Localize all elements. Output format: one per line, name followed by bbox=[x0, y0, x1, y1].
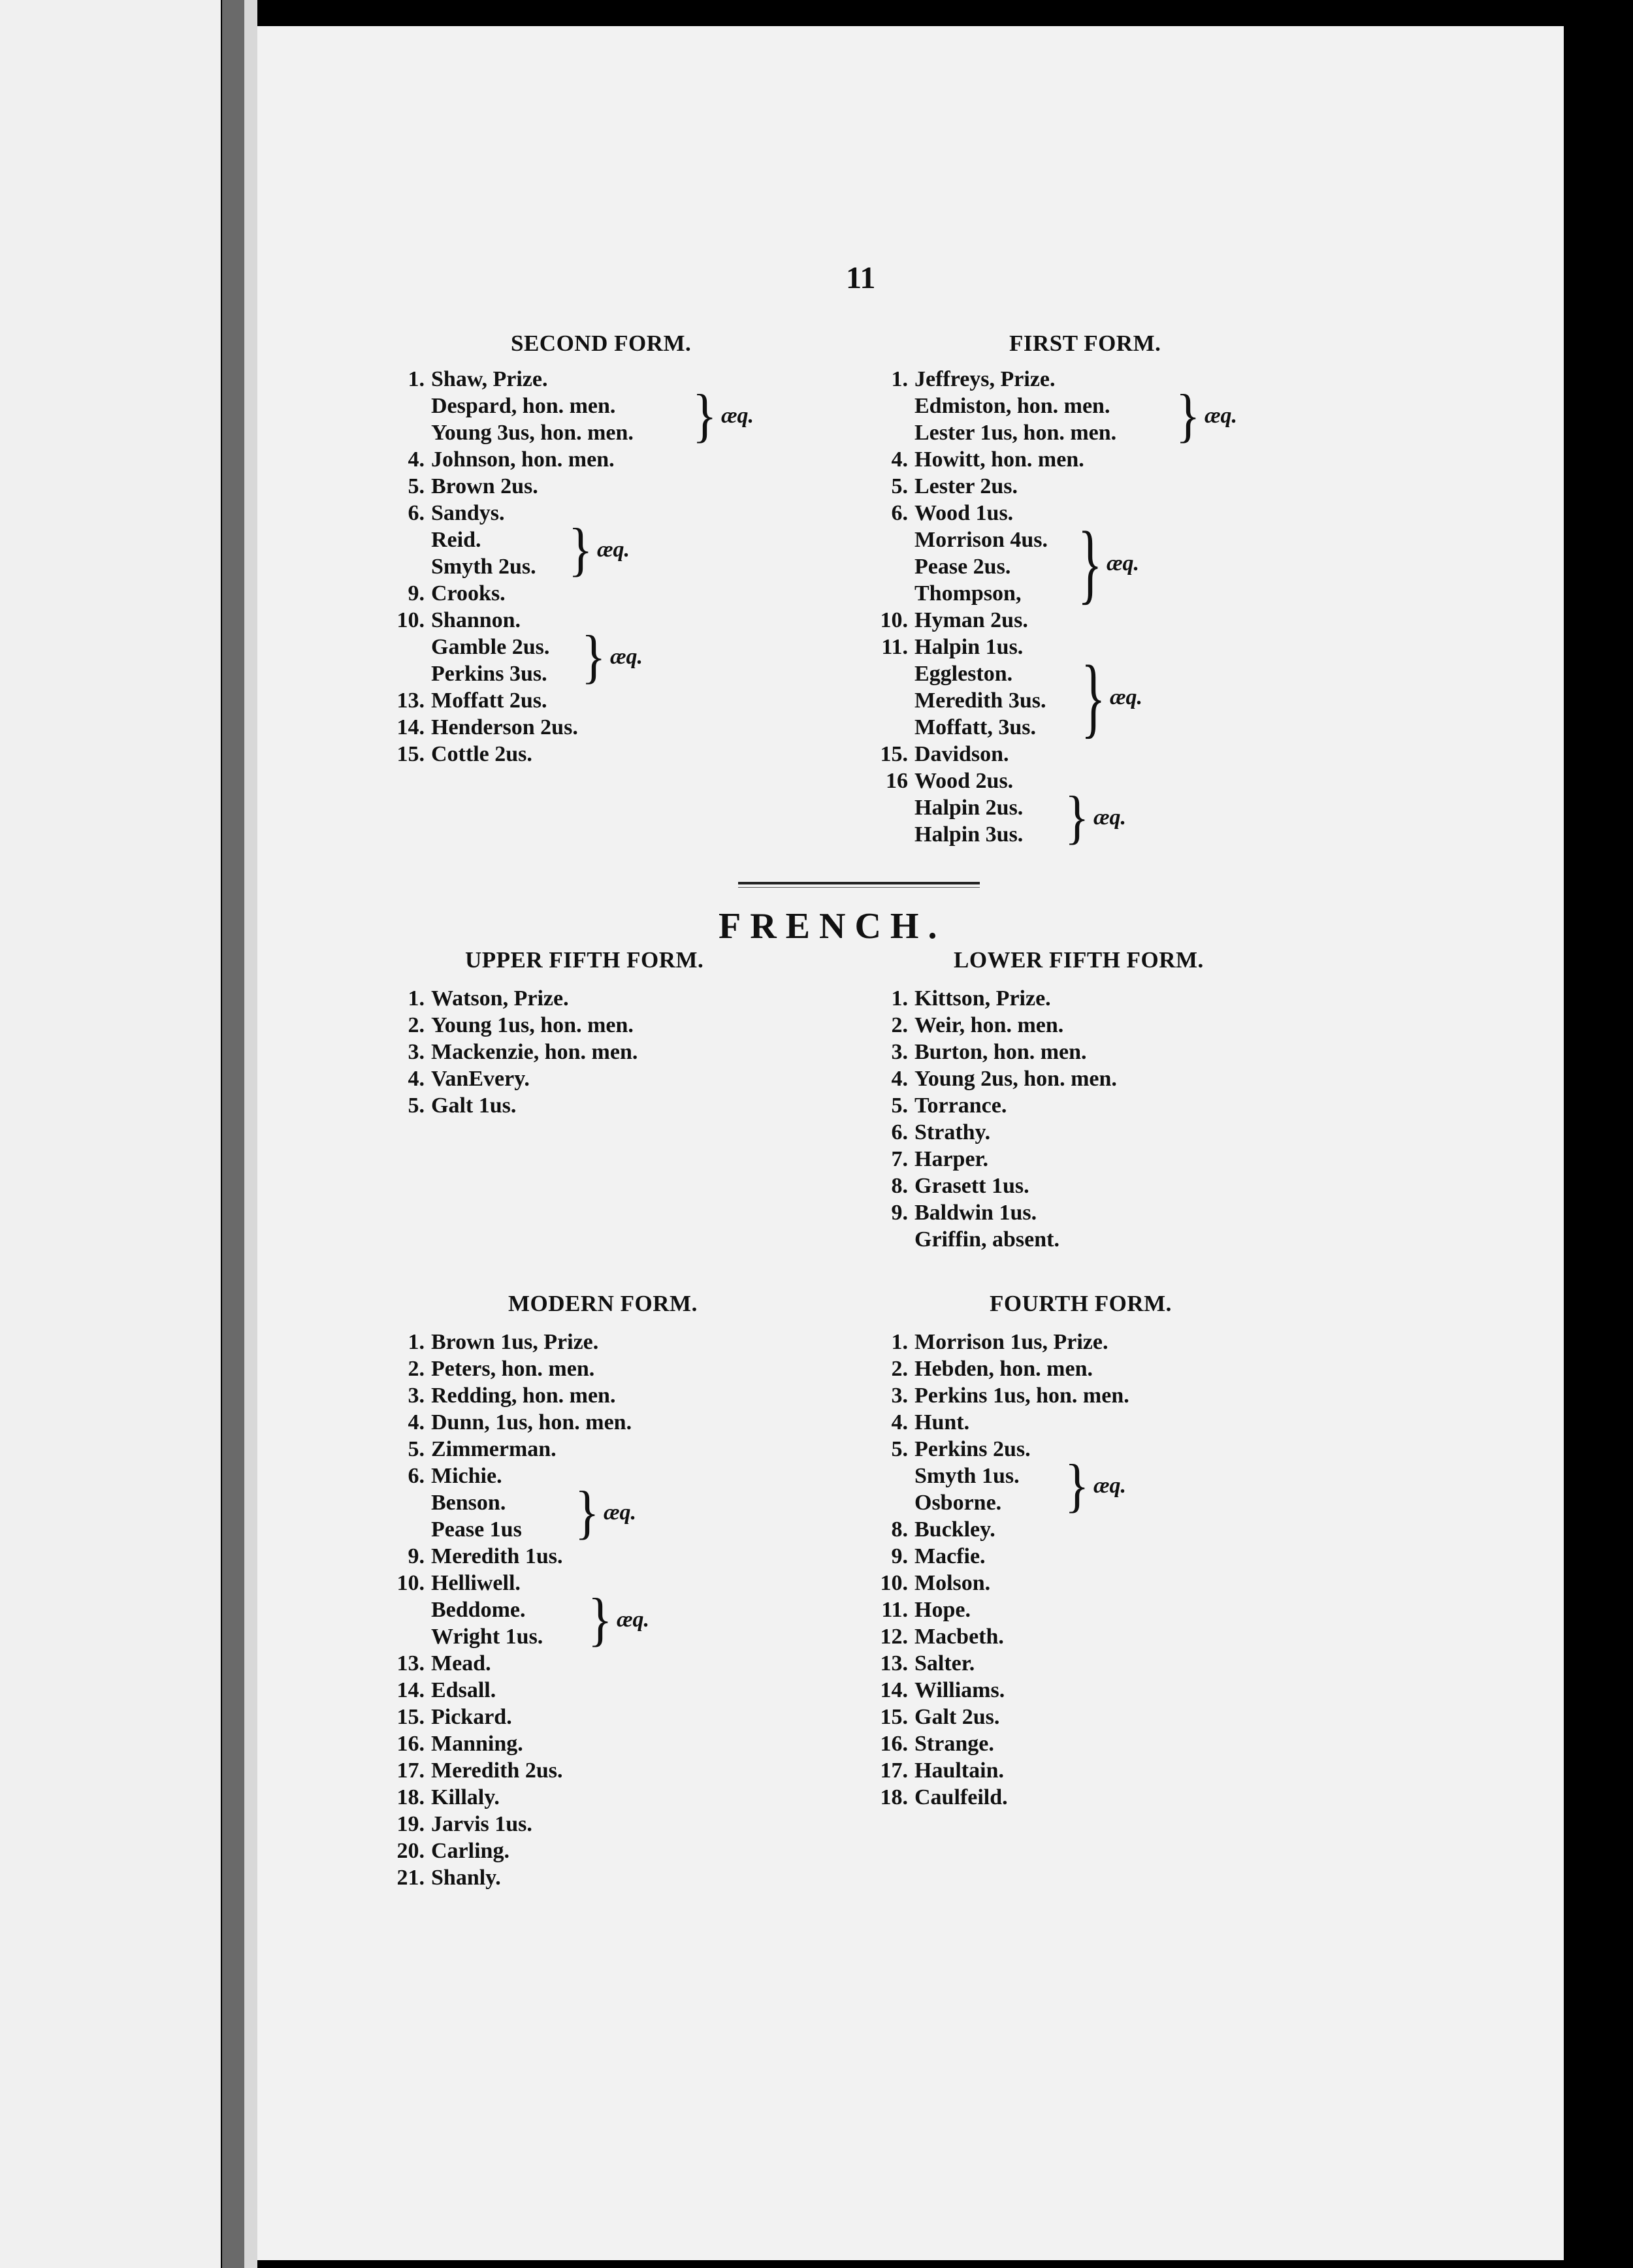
student-entry: Despard, hon. men. bbox=[431, 394, 616, 418]
brace-mark: } bbox=[1078, 512, 1103, 613]
student-entry: Edsall. bbox=[431, 1678, 496, 1702]
student-entry: Moffatt, 3us. bbox=[914, 715, 1037, 739]
brace-mark: } bbox=[575, 1478, 600, 1546]
brace-mark: } bbox=[1176, 381, 1201, 449]
rank-number: 21. bbox=[396, 1866, 425, 1890]
student-entry: Morrison 4us. bbox=[914, 528, 1048, 552]
student-entry: Young 1us, hon. men. bbox=[431, 1013, 634, 1037]
student-entry: Macbeth. bbox=[914, 1625, 1004, 1649]
student-entry: Lester 2us. bbox=[914, 474, 1018, 498]
aequal-label: æq. bbox=[1107, 551, 1140, 575]
aequal-label: æq. bbox=[721, 404, 754, 428]
student-entry: Caulfeild. bbox=[914, 1785, 1008, 1809]
rank-number: 14. bbox=[880, 1678, 908, 1702]
rank-number: 1. bbox=[891, 1330, 908, 1354]
student-entry: Mead. bbox=[431, 1651, 491, 1676]
student-entry: Sandys. bbox=[431, 501, 505, 525]
student-entry: Jarvis 1us. bbox=[431, 1812, 532, 1836]
student-entry: Morrison 1us, Prize. bbox=[914, 1330, 1108, 1354]
student-entry: Meredith 1us. bbox=[431, 1544, 563, 1568]
student-entry: Perkins 2us. bbox=[914, 1437, 1031, 1461]
student-entry: Pease 2us. bbox=[914, 555, 1011, 579]
rank-number: 13. bbox=[396, 1651, 425, 1676]
rank-number: 1. bbox=[891, 986, 908, 1011]
student-entry: Pease 1us bbox=[431, 1517, 522, 1542]
rank-number: 1. bbox=[408, 986, 425, 1011]
rank-number: 2. bbox=[891, 1013, 908, 1037]
student-entry: Halpin 1us. bbox=[914, 635, 1024, 659]
rank-number: 10. bbox=[880, 1571, 908, 1595]
student-entry: Meredith 3us. bbox=[914, 688, 1046, 713]
rank-number: 2. bbox=[408, 1013, 425, 1037]
upper-fifth-title: UPPER FIFTH FORM. bbox=[465, 947, 704, 973]
lower-fifth-title: LOWER FIFTH FORM. bbox=[954, 947, 1204, 973]
rank-number: 11. bbox=[881, 1598, 908, 1622]
first-form-title: FIRST FORM. bbox=[1009, 331, 1161, 356]
rank-number: 2. bbox=[891, 1357, 908, 1381]
rank-number: 14. bbox=[396, 715, 425, 739]
student-entry: Crooks. bbox=[431, 581, 506, 606]
student-entry: Meredith 2us. bbox=[431, 1758, 563, 1783]
rank-number: 9. bbox=[891, 1544, 908, 1568]
student-entry: Pickard. bbox=[431, 1705, 512, 1729]
student-entry: Shannon. bbox=[431, 608, 521, 632]
student-entry: Harper. bbox=[914, 1147, 989, 1171]
rank-number: 9. bbox=[408, 581, 425, 606]
rank-number: 15. bbox=[396, 1705, 425, 1729]
student-entry: Torrance. bbox=[914, 1094, 1007, 1118]
rank-number: 7. bbox=[891, 1147, 908, 1171]
facing-page-strip bbox=[0, 0, 221, 2268]
student-entry: Watson, Prize. bbox=[431, 986, 569, 1011]
student-entry: Benson. bbox=[431, 1491, 506, 1515]
section-rule bbox=[738, 882, 980, 884]
student-entry: Hyman 2us. bbox=[914, 608, 1028, 632]
french-title: FRENCH. bbox=[719, 906, 946, 947]
student-entry: Williams. bbox=[914, 1678, 1005, 1702]
student-entry: Manning. bbox=[431, 1732, 523, 1756]
student-entry: Howitt, hon. men. bbox=[914, 447, 1084, 472]
scan-border bbox=[1574, 0, 1633, 2268]
student-entry: Mackenzie, hon. men. bbox=[431, 1040, 638, 1064]
student-entry: Zimmerman. bbox=[431, 1437, 557, 1461]
rank-number: 10. bbox=[396, 1571, 425, 1595]
aequal-label: æq. bbox=[617, 1608, 650, 1632]
student-entry: VanEvery. bbox=[431, 1067, 530, 1091]
student-entry: Helliwell. bbox=[431, 1571, 521, 1595]
rank-number: 10. bbox=[880, 608, 908, 632]
student-entry: Perkins 3us. bbox=[431, 662, 547, 686]
rank-number: 16 bbox=[886, 769, 908, 793]
student-entry: Young 3us, hon. men. bbox=[431, 421, 634, 445]
rank-number: 3. bbox=[408, 1384, 425, 1408]
student-entry: Dunn, 1us, hon. men. bbox=[431, 1410, 632, 1434]
section-rule-thin bbox=[738, 887, 980, 888]
rank-number: 2. bbox=[408, 1357, 425, 1381]
rank-number: 19. bbox=[396, 1812, 425, 1836]
rank-number: 5. bbox=[891, 1094, 908, 1118]
brace-mark: } bbox=[568, 515, 593, 583]
student-entry: Johnson, hon. men. bbox=[431, 447, 615, 472]
student-entry: Strange. bbox=[914, 1732, 994, 1756]
rank-number: 9. bbox=[891, 1201, 908, 1225]
rank-number: 9. bbox=[408, 1544, 425, 1568]
aequal-label: æq. bbox=[1093, 1474, 1127, 1498]
brace-mark: } bbox=[588, 1585, 613, 1653]
student-entry: Wright 1us. bbox=[431, 1625, 543, 1649]
student-entry: Halpin 3us. bbox=[914, 822, 1024, 847]
rank-number: 3. bbox=[891, 1384, 908, 1408]
student-entry: Kittson, Prize. bbox=[914, 986, 1051, 1011]
brace-mark: } bbox=[692, 381, 717, 449]
student-entry: Grasett 1us. bbox=[914, 1174, 1029, 1198]
student-entry: Redding, hon. men. bbox=[431, 1384, 616, 1408]
student-entry: Brown 1us, Prize. bbox=[431, 1330, 599, 1354]
student-entry: Young 2us, hon. men. bbox=[914, 1067, 1117, 1091]
aequal-label: æq. bbox=[1093, 805, 1127, 830]
student-entry: Strathy. bbox=[914, 1120, 991, 1144]
rank-number: 4. bbox=[891, 1067, 908, 1091]
student-entry: Baldwin 1us. bbox=[914, 1201, 1037, 1225]
rank-number: 4. bbox=[408, 1067, 425, 1091]
rank-number: 6. bbox=[891, 1120, 908, 1144]
student-entry: Henderson 2us. bbox=[431, 715, 578, 739]
student-entry: Burton, hon. men. bbox=[914, 1040, 1087, 1064]
brace-mark: } bbox=[1081, 646, 1106, 747]
student-entry: Buckley. bbox=[914, 1517, 995, 1542]
rank-number: 4. bbox=[891, 1410, 908, 1434]
student-entry: Killaly. bbox=[431, 1785, 500, 1809]
rank-number: 15. bbox=[396, 742, 425, 766]
rank-number: 17. bbox=[396, 1758, 425, 1783]
page-edge bbox=[244, 0, 257, 2268]
page bbox=[257, 26, 1564, 2260]
brace-mark: } bbox=[1065, 783, 1090, 850]
student-entry: Beddome. bbox=[431, 1598, 526, 1622]
student-entry: Carling. bbox=[431, 1839, 509, 1863]
student-entry: Wood 1us. bbox=[914, 501, 1014, 525]
rank-number: 8. bbox=[891, 1517, 908, 1542]
rank-number: 15. bbox=[880, 1705, 908, 1729]
student-entry: Hunt. bbox=[914, 1410, 970, 1434]
rank-number: 4. bbox=[408, 1410, 425, 1434]
rank-number: 13. bbox=[396, 688, 425, 713]
student-entry: Salter. bbox=[914, 1651, 975, 1676]
rank-number: 6. bbox=[891, 501, 908, 525]
rank-number: 16. bbox=[880, 1732, 908, 1756]
modern-form-title: MODERN FORM. bbox=[508, 1291, 698, 1316]
brace-mark: } bbox=[1065, 1451, 1090, 1519]
student-entry: Davidson. bbox=[914, 742, 1009, 766]
student-entry: Hope. bbox=[914, 1598, 971, 1622]
student-entry: Haultain. bbox=[914, 1758, 1004, 1783]
student-entry: Macfie. bbox=[914, 1544, 986, 1568]
rank-number: 4. bbox=[408, 447, 425, 472]
student-entry: Jeffreys, Prize. bbox=[914, 367, 1056, 391]
student-entry: Perkins 1us, hon. men. bbox=[914, 1384, 1129, 1408]
brace-mark: } bbox=[581, 623, 606, 690]
student-entry: Brown 2us. bbox=[431, 474, 538, 498]
student-entry: Molson. bbox=[914, 1571, 991, 1595]
rank-number: 1. bbox=[408, 1330, 425, 1354]
rank-number: 8. bbox=[891, 1174, 908, 1198]
rank-number: 18. bbox=[880, 1785, 908, 1809]
rank-number: 17. bbox=[880, 1758, 908, 1783]
aequal-label: æq. bbox=[1110, 685, 1143, 709]
rank-number: 14. bbox=[396, 1678, 425, 1702]
student-entry: Eggleston. bbox=[914, 662, 1013, 686]
rank-number: 5. bbox=[408, 1094, 425, 1118]
rank-number: 18. bbox=[396, 1785, 425, 1809]
student-entry: Cottle 2us. bbox=[431, 742, 532, 766]
student-entry: Osborne. bbox=[914, 1491, 1002, 1515]
rank-number: 6. bbox=[408, 1464, 425, 1488]
student-entry: Michie. bbox=[431, 1464, 502, 1488]
student-entry: Moffatt 2us. bbox=[431, 688, 547, 713]
student-entry: Gamble 2us. bbox=[431, 635, 550, 659]
aequal-label: æq. bbox=[597, 538, 630, 562]
student-entry: Griffin, absent. bbox=[914, 1227, 1059, 1252]
student-entry: Wood 2us. bbox=[914, 769, 1014, 793]
student-entry: Galt 2us. bbox=[914, 1705, 1000, 1729]
rank-number: 11. bbox=[881, 635, 908, 659]
student-entry: Lester 1us, hon. men. bbox=[914, 421, 1117, 445]
rank-number: 4. bbox=[891, 447, 908, 472]
student-entry: Shaw, Prize. bbox=[431, 367, 548, 391]
rank-number: 10. bbox=[396, 608, 425, 632]
rank-number: 5. bbox=[408, 1437, 425, 1461]
page-number: 11 bbox=[846, 261, 876, 295]
student-entry: Galt 1us. bbox=[431, 1094, 517, 1118]
rank-number: 13. bbox=[880, 1651, 908, 1676]
aequal-label: æq. bbox=[604, 1500, 637, 1525]
rank-number: 1. bbox=[408, 367, 425, 391]
aequal-label: æq. bbox=[610, 645, 643, 669]
rank-number: 3. bbox=[408, 1040, 425, 1064]
rank-number: 15. bbox=[880, 742, 908, 766]
student-entry: Hebden, hon. men. bbox=[914, 1357, 1093, 1381]
rank-number: 6. bbox=[408, 501, 425, 525]
rank-number: 5. bbox=[891, 474, 908, 498]
student-entry: Weir, hon. men. bbox=[914, 1013, 1064, 1037]
aequal-label: æq. bbox=[1205, 404, 1238, 428]
student-entry: Smyth 2us. bbox=[431, 555, 536, 579]
rank-number: 5. bbox=[891, 1437, 908, 1461]
rank-number: 5. bbox=[408, 474, 425, 498]
second-form-title: SECOND FORM. bbox=[511, 331, 692, 356]
book-gutter bbox=[222, 0, 244, 2268]
student-entry: Smyth 1us. bbox=[914, 1464, 1020, 1488]
student-entry: Edmiston, hon. men. bbox=[914, 394, 1110, 418]
student-entry: Reid. bbox=[431, 528, 481, 552]
rank-number: 16. bbox=[396, 1732, 425, 1756]
student-entry: Thompson, bbox=[914, 581, 1022, 606]
student-entry: Peters, hon. men. bbox=[431, 1357, 595, 1381]
rank-number: 12. bbox=[880, 1625, 908, 1649]
rank-number: 20. bbox=[396, 1839, 425, 1863]
rank-number: 1. bbox=[891, 367, 908, 391]
student-entry: Shanly. bbox=[431, 1866, 501, 1890]
fourth-form-title: FOURTH FORM. bbox=[990, 1291, 1172, 1316]
rank-number: 3. bbox=[891, 1040, 908, 1064]
student-entry: Halpin 2us. bbox=[914, 796, 1024, 820]
